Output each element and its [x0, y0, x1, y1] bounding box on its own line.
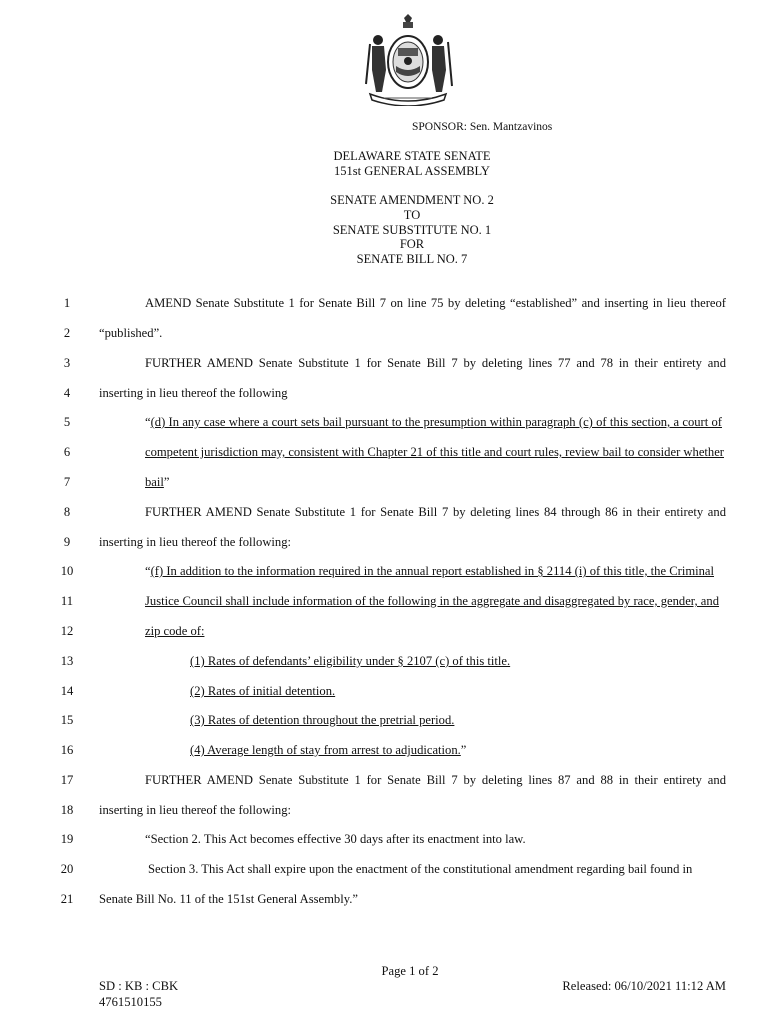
- line-number: 1: [63, 296, 71, 310]
- bill-line: [0, 326, 770, 346]
- bill-line: [0, 684, 770, 704]
- line-content: inserting in lieu thereof the following:: [99, 803, 292, 817]
- line-number: 21: [60, 892, 74, 906]
- inserted-text: (2) Rates of initial detention.: [190, 684, 336, 698]
- bill-line: [0, 445, 770, 465]
- line-number: 5: [63, 415, 71, 429]
- inserted-text: (1) Rates of defendants’ eligibility under § 2107 (c) of this title.: [190, 654, 511, 668]
- bill-line: [0, 535, 770, 555]
- line-text: [99, 386, 399, 401]
- inserted-text: (f) In addition to the information required in the annual report established in § 2114 (i) of this title, the Criminal: [150, 564, 714, 578]
- legislature-heading: [180, 149, 644, 179]
- delaware-state-seal-icon: [360, 14, 456, 106]
- senate-name: DELAWARE STATE SENATE: [333, 149, 491, 163]
- line-number: 12: [60, 624, 74, 638]
- inserted-text: bail: [145, 475, 164, 489]
- line-text: [145, 594, 719, 610]
- line-text: [145, 475, 245, 490]
- line-content: FURTHER AMEND Senate Substitute 1 for Senate Bill 7 by deleting lines 77 and 78 in their entirety and: [145, 356, 726, 370]
- line-text: [99, 326, 399, 341]
- amendment-number: SENATE AMENDMENT NO. 2: [330, 193, 494, 207]
- document-number: 4761510155: [99, 994, 162, 1009]
- amendment-for: FOR: [399, 237, 425, 252]
- line-content: AMEND Senate Substitute 1 for Senate Bill 7 on line 75 by deleting “established” and inserting in lieu thereof: [145, 296, 726, 310]
- bill-line: [0, 654, 770, 674]
- line-content: inserting in lieu thereof the following: [99, 386, 288, 400]
- line-content: Section 3. This Act shall expire upon the enactment of the constitutional amendment regarding bail found in: [148, 862, 693, 876]
- line-text: [145, 624, 245, 639]
- inserted-text: Justice Council shall include information of the following in the aggregate and disaggregated by race, gender, and: [145, 594, 719, 608]
- line-text: [145, 356, 726, 372]
- line-text: [190, 743, 590, 758]
- line-text: [99, 803, 399, 818]
- line-text: [190, 713, 590, 728]
- line-text: [145, 832, 645, 847]
- bill-line: [0, 594, 770, 614]
- drafter-codes: SD : KB : CBK: [99, 979, 179, 993]
- general-assembly: 151st GENERAL ASSEMBLY: [334, 163, 490, 178]
- inserted-text: competent jurisdiction may, consistent with Chapter 21 of this title and court rules, review bail to consider whether: [145, 445, 724, 459]
- line-number: 15: [60, 713, 74, 727]
- line-number: 18: [60, 803, 74, 817]
- close-quote: ”: [460, 743, 467, 757]
- line-text: [148, 862, 708, 877]
- line-content: inserting in lieu thereof the following:: [99, 535, 292, 549]
- bill-line: [0, 773, 770, 793]
- line-number: 13: [60, 654, 74, 668]
- line-number: 3: [63, 356, 71, 370]
- bill-line: [0, 862, 770, 882]
- footer-codes: [99, 979, 178, 1010]
- open-quote: “: [145, 564, 151, 578]
- line-number: 16: [60, 743, 74, 757]
- inserted-text: (4) Average length of stay from arrest to adjudication.: [190, 743, 461, 757]
- line-number: 8: [63, 505, 71, 519]
- line-content: Senate Bill No. 11 of the 151st General Assembly.”: [99, 892, 358, 906]
- bill-line: [0, 803, 770, 823]
- line-text: [145, 505, 726, 521]
- line-number: 6: [63, 445, 71, 459]
- open-quote: “: [145, 415, 151, 429]
- line-number: 20: [60, 862, 74, 876]
- inserted-text: (3) Rates of detention throughout the pretrial period.: [190, 713, 455, 727]
- bill-line: [0, 296, 770, 316]
- line-number: 14: [60, 684, 74, 698]
- line-text: [145, 415, 722, 431]
- line-text: [190, 684, 590, 699]
- bill-line: [0, 356, 770, 376]
- sponsor-line: SPONSOR: Sen. Mantzavinos: [412, 121, 553, 133]
- bill-line: [0, 624, 770, 644]
- bill-line: [0, 386, 770, 406]
- substitute-number: SENATE SUBSTITUTE NO. 1: [332, 222, 492, 237]
- line-text: [99, 535, 399, 550]
- amendment-to: TO: [403, 207, 421, 222]
- bill-line: [0, 415, 770, 435]
- line-text: [145, 296, 726, 312]
- line-text: [190, 654, 590, 669]
- line-number: 9: [63, 535, 71, 549]
- line-number: 19: [60, 832, 74, 846]
- bill-line: [0, 743, 770, 763]
- line-text: [145, 564, 714, 580]
- line-number: 11: [60, 594, 74, 608]
- line-number: 2: [63, 326, 71, 340]
- bill-line: [0, 475, 770, 495]
- line-number: 17: [60, 773, 74, 787]
- bill-line: [0, 832, 770, 852]
- line-text: [145, 445, 724, 461]
- line-text: [145, 773, 726, 789]
- amendment-title: [180, 193, 644, 267]
- bill-line: [0, 505, 770, 525]
- line-content: FURTHER AMEND Senate Substitute 1 for Senate Bill 7 by deleting lines 84 through 86 in their entirety and: [145, 505, 726, 519]
- page-number: Page 1 of 2: [381, 964, 439, 978]
- bill-line: [0, 564, 770, 584]
- release-timestamp: Released: 06/10/2021 11:12 AM: [562, 979, 726, 993]
- inserted-text: zip code of:: [145, 624, 205, 638]
- line-content: “Section 2. This Act becomes effective 30 days after its enactment into law.: [145, 832, 526, 846]
- line-content: FURTHER AMEND Senate Substitute 1 for Senate Bill 7 by deleting lines 87 and 88 in their entirety and: [145, 773, 726, 787]
- line-number: 7: [63, 475, 71, 489]
- bill-number: SENATE BILL NO. 7: [356, 252, 468, 267]
- line-text: [99, 892, 499, 907]
- inserted-text: (d) In any case where a court sets bail pursuant to the presumption within paragraph (c) of this section, a court of: [150, 415, 722, 429]
- bill-line: [0, 713, 770, 733]
- close-quote: ”: [163, 475, 170, 489]
- line-number: 10: [60, 564, 74, 578]
- bill-line: [0, 892, 770, 912]
- line-number: 4: [63, 386, 71, 400]
- line-content: “published”.: [99, 326, 163, 340]
